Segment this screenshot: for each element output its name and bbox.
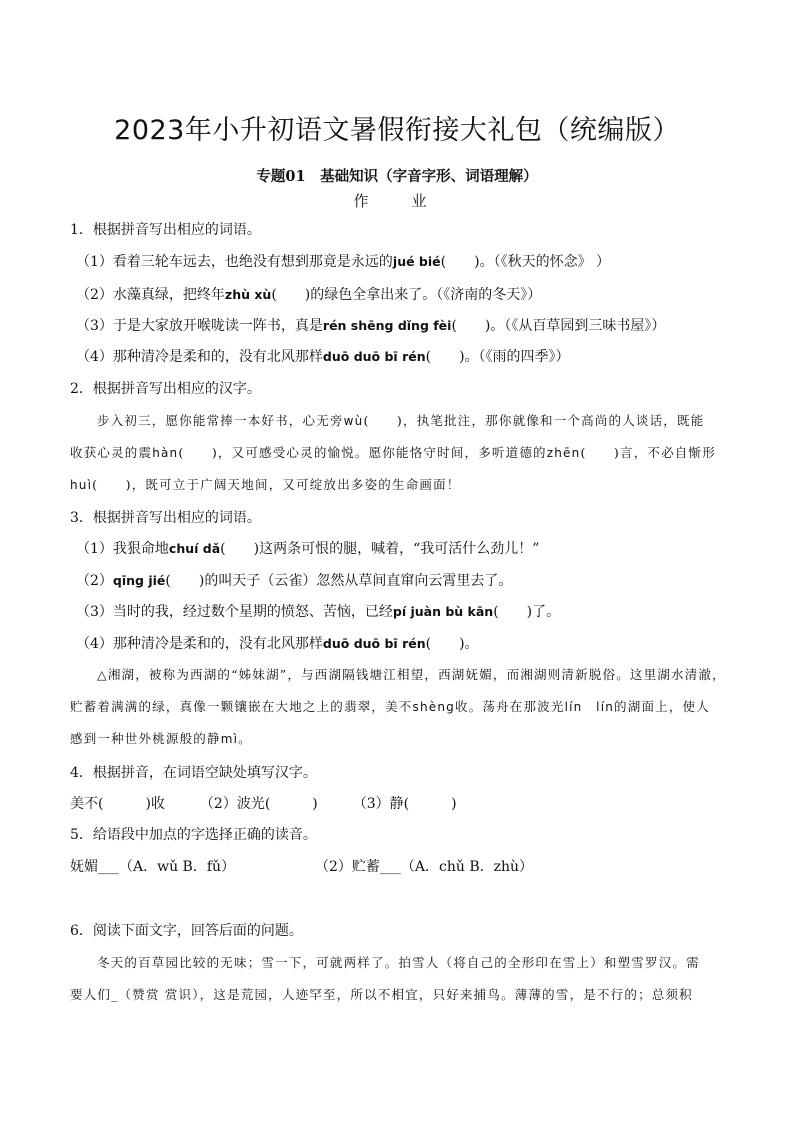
q1-item-text: （4）那种清冷是柔和的，没有北风那样: [76, 349, 323, 365]
answer-blank[interactable]: ( )。: [425, 636, 479, 652]
q3-passage-line: [97, 665, 734, 683]
q3-item: [76, 633, 734, 653]
pinyin: lín: [564, 700, 583, 714]
pinyin: zhēn: [546, 446, 581, 460]
pinyin: lín: [596, 700, 615, 714]
q6-passage-line: 冬天的百草园比较的无味；雪一下，可就两样了。拍雪人（将自己的全形印在雪上）和塑雪罗汉。需: [97, 955, 700, 970]
pinyin: jué bié: [392, 254, 441, 269]
q3-item-text: （2）: [76, 573, 113, 589]
q3-item-text: （3）当时的我，经过数个星期的愤怒、苦恼，已经: [76, 604, 393, 620]
q1-item: [76, 284, 734, 304]
answer-blank[interactable]: ( )。（《从百草园到三味书屋》）: [451, 318, 666, 334]
answer-blank[interactable]: ( )的绿色全拿出来了。（《济南的冬天》）: [271, 287, 542, 303]
topic-subtitle: 专题01 基础知识（字音字形、词语理解）: [256, 168, 538, 185]
answer-blank[interactable]: ( )，既可立于广阔天地间，又可绽放出多姿的生命画面！: [92, 477, 461, 492]
passage-text: 的湖面上，使人: [614, 699, 710, 714]
answer-blank[interactable]: ( )了。: [493, 604, 561, 620]
q3-item: [76, 538, 734, 558]
q2-passage-line: [97, 411, 734, 429]
q5-choice-b[interactable]: （2）贮蓄___（A．chǔ B．zhù）: [315, 859, 534, 875]
q1-item-text: （3）于是大家放开喉咙读一阵书，真是: [76, 318, 323, 334]
passage-text: 收。荡舟在那波光: [454, 699, 565, 714]
pinyin: duō duō bī rén: [322, 349, 426, 364]
passage-text: 。: [238, 731, 252, 746]
answer-blank[interactable]: ( )言，不必自惭形: [580, 445, 716, 460]
q1-item: [76, 346, 734, 366]
q5-heading: 5．给语段中加点的字选择正确的读音。: [70, 827, 317, 843]
passage-text: 贮蓄着满满的绿，真像一颗镶嵌在大地之上的翡翠，美不: [70, 699, 413, 714]
passage-text: △湘湖，被称为西湖的“姊妹湖”，与西湖隔钱塘江相望，西湖妩媚，而湘湖则清新脱俗。这里湖水清澈，: [97, 667, 726, 682]
answer-blank[interactable]: ( )。（《雨的四季》）: [425, 349, 570, 365]
pinyin: shèng: [412, 700, 455, 714]
q6-heading: 6．阅读下面文字，回答后面的问题。: [70, 923, 303, 939]
q1-item: [76, 251, 734, 271]
pinyin: mì: [220, 732, 239, 746]
pinyin: rén shēng dǐng fèi: [322, 318, 452, 333]
q3-passage-line: [70, 729, 734, 747]
q3-heading: 3．根据拼音写出相应的词语。: [70, 510, 261, 526]
q4-fill-blanks[interactable]: 美不( )收 （2）波光( ) （3）静( ): [70, 796, 457, 812]
page-title: 2023年小升初语文暑假衔接大礼包（统编版）: [114, 115, 680, 146]
passage-text: 感到一种世外桃源般的静: [70, 731, 221, 746]
answer-blank[interactable]: ( )，又可感受心灵的愉悦。愿你能恪守时间，多听道德的: [178, 445, 547, 460]
q3-item-text: （4）那种清冷是柔和的，没有北风那样: [76, 636, 323, 652]
pinyin: qīng jié: [112, 573, 166, 588]
answer-blank[interactable]: ( )的叫天子（云雀）忽然从草间直窜向云霄里去了。: [165, 573, 513, 589]
q1-item-text: （2）水藻真绿，把终年: [76, 287, 225, 303]
answer-blank[interactable]: ( )，执笔批注，那你就像和一个高尚的人谈话，既能: [363, 413, 705, 428]
q3-passage-line: [70, 697, 734, 715]
pinyin: pí juàn bù kān: [392, 604, 494, 619]
q2-heading: 2．根据拼音写出相应的汉字。: [70, 381, 261, 397]
pinyin: duō duō bī rén: [322, 636, 426, 651]
passage-text: [582, 699, 596, 714]
answer-blank[interactable]: ( )。（《秋天的怀念》 ）: [440, 254, 611, 270]
q1-item: [76, 315, 734, 335]
q1-item-text: （1）看着三轮车远去，也绝没有想到那竟是永远的: [76, 254, 393, 270]
q3-item: [76, 570, 734, 590]
q2-passage-line: [70, 443, 734, 461]
q2-passage-line: [70, 475, 734, 493]
pinyin: wù: [343, 414, 364, 428]
passage-text: 步入初三，愿你能常捧一本好书，心无旁: [97, 413, 344, 428]
q5-choice-a[interactable]: 妩媚___（A．wǔ B．fǔ）: [70, 859, 236, 875]
q6-passage-line: 要人们_（赞赏 赏识），这是荒园，人迹罕至，所以不相宜，只好来捕鸟。薄薄的雪，是不行的；总须积: [70, 987, 693, 1002]
pinyin: zhù xù: [224, 287, 272, 302]
pinyin: chuí dǎ: [168, 541, 221, 556]
passage-text: 收获心灵的震: [70, 445, 153, 460]
q3-item-text: （1）我狠命地: [76, 541, 169, 557]
q3-item: [76, 601, 734, 621]
q4-heading: 4．根据拼音，在词语空缺处填写汉字。: [70, 765, 317, 781]
pinyin: hàn: [152, 446, 179, 460]
answer-blank[interactable]: ( )这两条可恨的腿，喊着，“我可活什么劲儿！”: [220, 541, 540, 557]
homework-label: 作 业: [353, 192, 441, 210]
pinyin: huì: [70, 478, 93, 492]
q1-heading: 1．根据拼音写出相应的词语。: [70, 222, 261, 238]
